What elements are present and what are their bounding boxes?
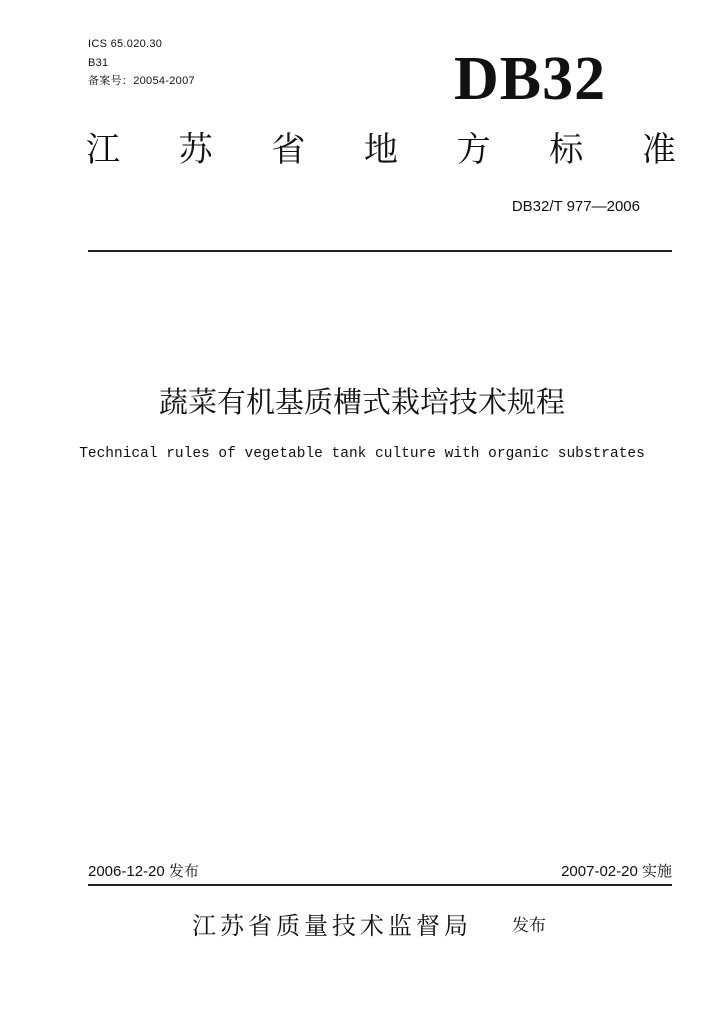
ccs-code: B31 — [88, 57, 109, 69]
standard-type-char: 省 — [271, 130, 306, 170]
issue-date: 2006-12-20 发布 — [88, 863, 199, 880]
standard-type-heading — [86, 128, 676, 172]
standard-type-char: 方 — [456, 130, 491, 170]
issuing-authority: 江苏省质量技术监督局 — [192, 912, 472, 940]
standard-type-char: 地 — [363, 130, 398, 170]
document-title-zh: 蔬菜有机基质槽式栽培技术规程 — [158, 385, 565, 419]
issuing-action: 发布 — [512, 916, 546, 936]
standard-type-char: 准 — [641, 130, 676, 170]
implementation-date: 2007-02-20 实施 — [561, 863, 672, 880]
standard-type-char: 标 — [549, 130, 584, 170]
record-number: 备案号：20054-2007 — [88, 75, 195, 87]
ics-code: ICS 65.020.30 — [88, 38, 163, 50]
standard-type-char: 苏 — [178, 130, 213, 170]
document-title-en: Technical rules of vegetable tank culture with organic substrates — [79, 446, 645, 462]
top-divider — [88, 250, 672, 252]
standard-code-logo: DB32 — [454, 45, 607, 113]
standard-number: DB32/T 977—2006 — [511, 198, 640, 215]
bottom-divider — [88, 884, 672, 886]
standard-type-char: 江 — [86, 130, 120, 170]
